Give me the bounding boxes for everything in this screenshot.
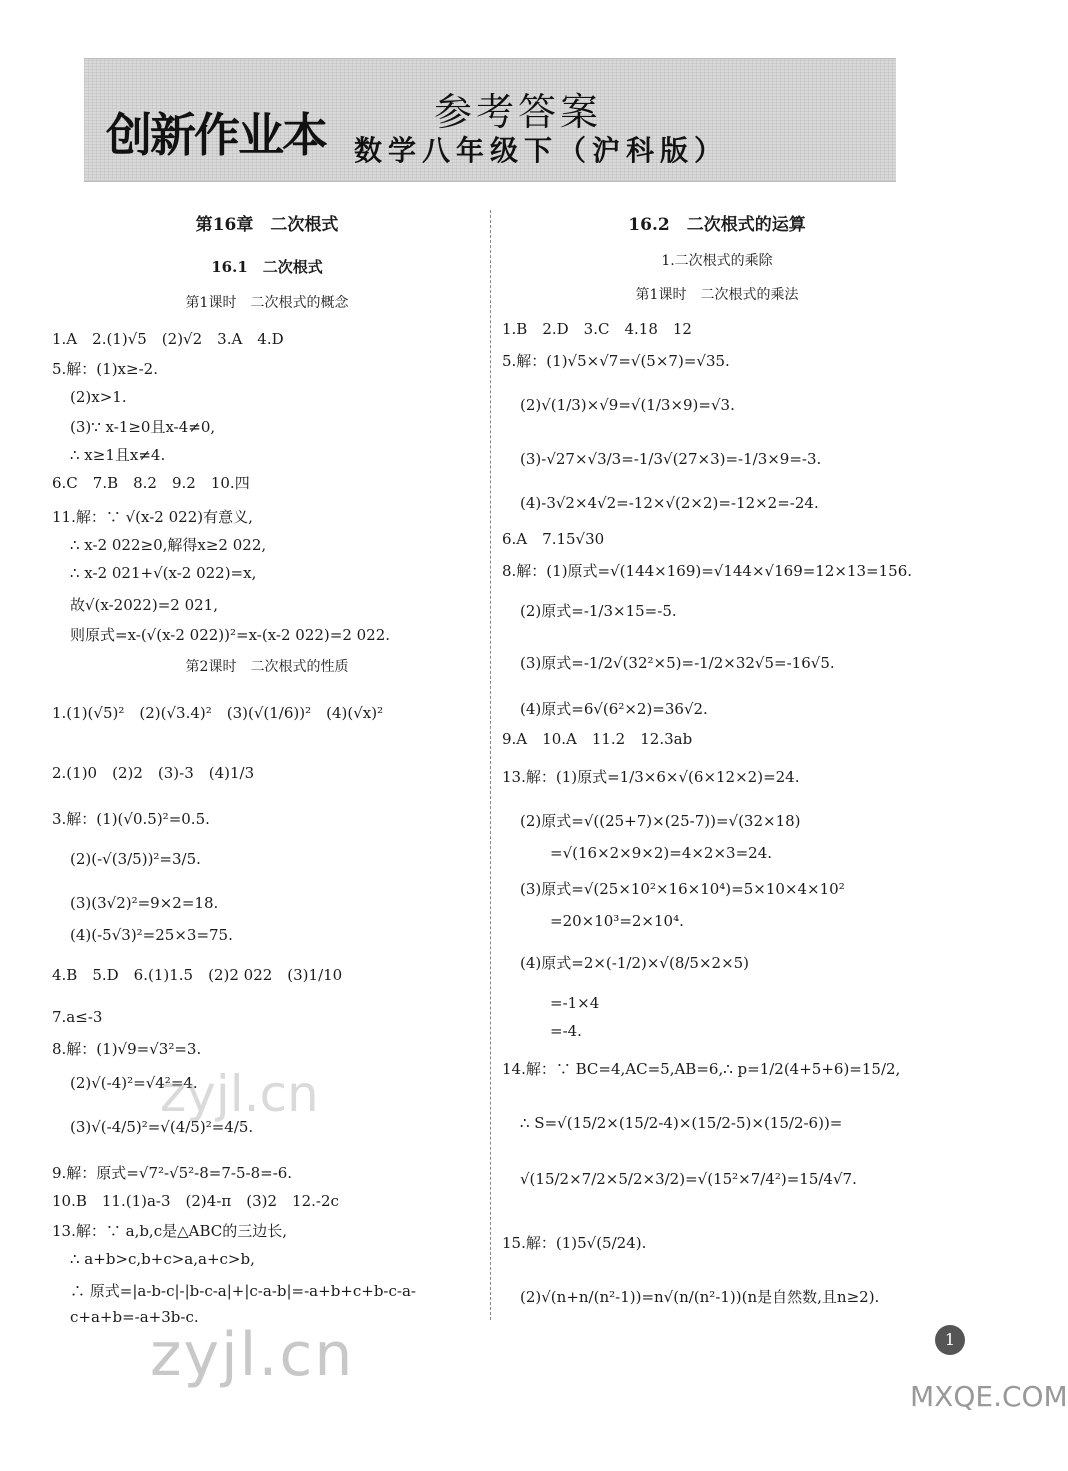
right-line: 15.解：(1)5√(5/24).	[502, 1234, 647, 1252]
right-line: (2)√(n+n/(n²-1))=n√(n/(n²-1))(n是自然数,且n≥2).	[520, 1288, 880, 1306]
left-line: 11.解：∵ √(x-2 022)有意义,	[52, 508, 253, 526]
left-line: (2)x>1.	[70, 388, 127, 406]
right-line: 14.解：∵ BC=4,AC=5,AB=6,∴ p=1/2(4+5+6)=15/2,	[502, 1060, 901, 1078]
left-line: (2)√(-4)²=√4²=4.	[70, 1074, 198, 1092]
left-line: ∴ x≥1且x≠4.	[70, 446, 166, 464]
left-line: 4.B 5.D 6.(1)1.5 (2)2 022 (3)1/10	[52, 966, 343, 984]
left-line: ∴ 原式=|a-b-c|-|b-c-a|+|c-a-b|=-a+b+c+b-c-a-	[70, 1282, 416, 1300]
left-line: 1.(1)(√5)² (2)(√3.4)² (3)(√(1/6))² (4)(√x)²	[52, 704, 384, 722]
left-line: ∴ x-2 021+√(x-2 022)=x,	[70, 564, 257, 582]
left-line: 9.解：原式=√7²-√5²-8=7-5-8=-6.	[52, 1164, 293, 1182]
left-line: (3)(3√2)²=9×2=18.	[70, 894, 219, 912]
right-line: 1.B 2.D 3.C 4.18 12	[502, 320, 692, 338]
left-line: (3)√(-4/5)²=√(4/5)²=4/5.	[70, 1118, 254, 1136]
left-line: 6.C 7.B 8.2 9.2 10.四	[52, 474, 250, 492]
left-line: 1.A 2.(1)√5 (2)√2 3.A 4.D	[52, 330, 284, 348]
left-line: 5.解：(1)x≥-2.	[52, 360, 158, 378]
left-line: c+a+b=-a+3b-c.	[70, 1308, 199, 1326]
right-line: 16.2 二次根式的运算	[628, 215, 806, 235]
column-divider	[490, 210, 491, 1320]
right-line: (2)原式=-1/3×15=-5.	[520, 602, 677, 620]
left-line: 3.解：(1)(√0.5)²=0.5.	[52, 810, 210, 828]
right-line: ∴ S=√(15/2×(15/2-4)×(15/2-5)×(15/2-6))=	[520, 1114, 843, 1132]
left-line: (4)(-5√3)²=25×3=75.	[70, 926, 233, 944]
right-line: 13.解：(1)原式=1/3×6×√(6×12×2)=24.	[502, 768, 800, 786]
left-line: (2)(-√(3/5))²=3/5.	[70, 850, 201, 868]
right-line: 5.解：(1)√5×√7=√(5×7)=√35.	[502, 352, 730, 370]
right-line: =-4.	[520, 1022, 582, 1040]
right-line: (3)原式=√(25×10²×16×10⁴)=5×10×4×10²	[520, 880, 845, 898]
right-line: 8.解：(1)原式=√(144×169)=√144×√169=12×13=156.	[502, 562, 913, 580]
left-line: 故√(x-2022)=2 021,	[70, 596, 218, 614]
watermark-mid: zyjl.cn	[160, 1065, 319, 1123]
right-line: 9.A 10.A 11.2 12.3ab	[502, 730, 693, 748]
right-line: (3)-√27×√3/3=-1/3√(27×3)=-1/3×9=-3.	[520, 450, 822, 468]
watermark: zyjl.cn	[150, 1320, 355, 1390]
right-line: √(15/2×7/2×5/2×3/2)=√(15²×7/4²)=15/4√7.	[520, 1170, 857, 1188]
right-line: 6.A 7.15√30	[502, 530, 605, 548]
right-line: (4)-3√2×4√2=-12×√(2×2)=-12×2=-24.	[520, 494, 819, 512]
left-line: 8.解：(1)√9=√3²=3.	[52, 1040, 202, 1058]
left-line: 16.1 二次根式	[211, 258, 323, 276]
left-line: ∴ x-2 022≥0,解得x≥2 022,	[70, 536, 267, 554]
right-line: 第1课时 二次根式的乘法	[635, 287, 799, 303]
left-line: 则原式=x-(√(x-2 022))²=x-(x-2 022)=2 022.	[70, 626, 391, 644]
right-line: (3)原式=-1/2√(32²×5)=-1/2×32√5=-16√5.	[520, 654, 835, 672]
corner-watermark: MXQE.COM	[910, 1380, 1068, 1413]
page-number: 1	[935, 1325, 965, 1355]
right-line: (4)原式=2×(-1/2)×√(8/5×2×5)	[520, 954, 750, 972]
page-subtitle: 数学八年级下（沪科版）	[354, 134, 729, 167]
page-title: 参考答案	[434, 90, 603, 134]
left-line: 13.解：∵ a,b,c是△ABC的三边长,	[52, 1222, 288, 1240]
right-line: =-1×4	[520, 994, 600, 1012]
header-banner	[84, 58, 896, 182]
right-line: (2)√(1/3)×√9=√(1/3×9)=√3.	[520, 396, 735, 414]
right-line: =√(16×2×9×2)=4×2×3=24.	[520, 844, 773, 862]
left-line: 7.a≤-3	[52, 1008, 103, 1026]
left-line: 第1课时 二次根式的概念	[185, 295, 349, 311]
left-line: ∴ a+b>c,b+c>a,a+c>b,	[70, 1250, 255, 1268]
left-line: (3)∵ x-1≥0且x-4≠0,	[70, 418, 216, 436]
left-line: 10.B 11.(1)a-3 (2)4-π (3)2 12.-2c	[52, 1192, 339, 1210]
left-line: 第2课时 二次根式的性质	[185, 659, 349, 675]
right-line: 1.二次根式的乘除	[661, 253, 773, 269]
right-line: (4)原式=6√(6²×2)=36√2.	[520, 700, 708, 718]
left-line: 2.(1)0 (2)2 (3)-3 (4)1/3	[52, 764, 255, 782]
left-line: 第16章 二次根式	[195, 215, 339, 235]
right-line: =20×10³=2×10⁴.	[520, 912, 684, 930]
brand-logo: 创新作业本	[106, 108, 326, 162]
right-line: (2)原式=√((25+7)×(25-7))=√(32×18)	[520, 812, 801, 830]
